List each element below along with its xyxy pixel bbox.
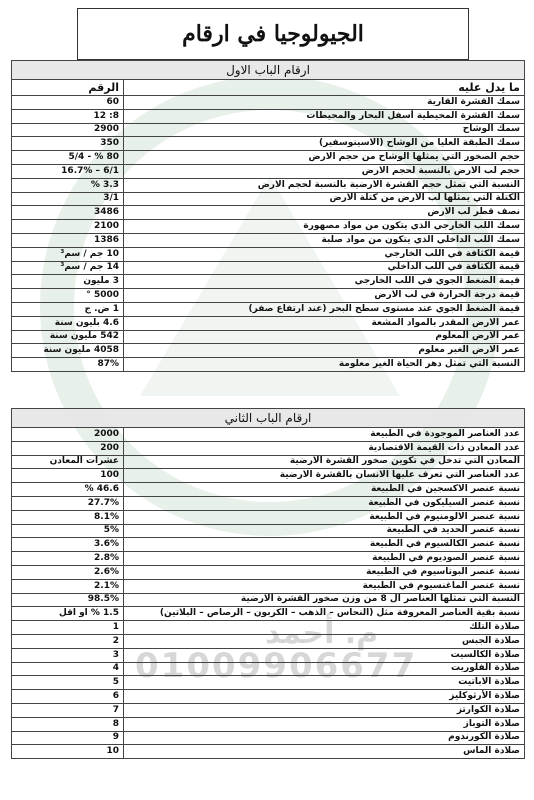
column-header-desc: ما يدل عليه bbox=[124, 80, 525, 96]
table-row bbox=[12, 330, 525, 344]
table-row bbox=[12, 745, 525, 759]
cell-value: 1 ض. ج bbox=[12, 302, 124, 316]
cell-desc: نصف قطر لب الارض bbox=[124, 206, 525, 220]
table-row bbox=[12, 428, 525, 442]
cell-desc: نسبة بقية العناصر المعروفة مثل (النحاس – الذهب – الكربون – الرصاص – البلاتين) bbox=[124, 607, 525, 621]
table-row bbox=[12, 565, 525, 579]
cell-desc: عدد المعادن ذات القيمة الاقتصادية bbox=[124, 441, 525, 455]
cell-value: 3/1 bbox=[12, 192, 124, 206]
cell-value: 3 مليون bbox=[12, 275, 124, 289]
cell-value: 1.5 % او اقل bbox=[12, 607, 124, 621]
watermark-name: م. أحمد bbox=[265, 616, 379, 651]
cell-desc: سمك الوشاح bbox=[124, 123, 525, 137]
table-row bbox=[12, 316, 525, 330]
cell-value: 3.6% bbox=[12, 538, 124, 552]
cell-value: 14 جم / سم³ bbox=[12, 261, 124, 275]
table-row bbox=[12, 662, 525, 676]
cell-desc: عمر الارض المعلوم bbox=[124, 330, 525, 344]
cell-desc: سمك اللب الداخلي الذي يتكون من مواد صلبة bbox=[124, 233, 525, 247]
table-row bbox=[12, 579, 525, 593]
cell-desc: الكتلة التي يمثلها لب الارض من كتلة الارض bbox=[124, 192, 525, 206]
cell-desc: عدد العناصر التي تعرف عليها الانسان بالقشرة الارضية bbox=[124, 469, 525, 483]
cell-value: 542 مليون سنة bbox=[12, 330, 124, 344]
section-heading: ارقام الباب الثاني bbox=[12, 409, 525, 428]
cell-value: 87% bbox=[12, 358, 124, 372]
cell-desc: نسبة عنصر الكالسيوم في الطبيعة bbox=[124, 538, 525, 552]
cell-value: 3 bbox=[12, 648, 124, 662]
cell-desc: نسبة عنصر الاكسجين في الطبيعة bbox=[124, 483, 525, 497]
cell-desc: النسبة التي تمثل دهر الحياة الغير معلومة bbox=[124, 358, 525, 372]
cell-desc: قيمة الكثافة في اللب الداخلي bbox=[124, 261, 525, 275]
cell-desc: النسبة التي تمثلها العناصر ال 8 من وزن صخور القشرة الارضية bbox=[124, 593, 525, 607]
cell-desc: عدد العناصر الموجودة في الطبيعة bbox=[124, 428, 525, 442]
section-heading-row bbox=[12, 409, 525, 428]
cell-value: 2900 bbox=[12, 123, 124, 137]
cell-desc: سمك الطبقة العليا من الوشاح (الاسينوسفير) bbox=[124, 137, 525, 151]
cell-desc: سمك القشرة المحيطية أسفل البحار والمحيطات bbox=[124, 109, 525, 123]
column-header-value: الرقم bbox=[12, 80, 124, 96]
table-row bbox=[12, 621, 525, 635]
cell-desc: حجم الصخور التي يمثلها الوشاح من حجم الارض bbox=[124, 151, 525, 165]
page-title: الجيولوجيا في ارقام bbox=[182, 21, 364, 47]
cell-desc: قيمة الكثافة في اللب الخارجي bbox=[124, 247, 525, 261]
table-row bbox=[12, 510, 525, 524]
table-row bbox=[12, 302, 525, 316]
cell-desc: نسبة عنصر السيليكون في الطبيعة bbox=[124, 496, 525, 510]
cell-value: 10 bbox=[12, 745, 124, 759]
cell-value: 5% bbox=[12, 524, 124, 538]
cell-value: 4 bbox=[12, 662, 124, 676]
table-row bbox=[12, 483, 525, 497]
cell-desc: عمر الارض الغير معلوم bbox=[124, 344, 525, 358]
watermark-phone: 01009906677 bbox=[135, 646, 418, 686]
cell-value: 350 bbox=[12, 137, 124, 151]
cell-value: 3.3 % bbox=[12, 178, 124, 192]
cell-value: 2100 bbox=[12, 220, 124, 234]
table-row bbox=[12, 358, 525, 372]
cell-value: 60 bbox=[12, 96, 124, 110]
table-row bbox=[12, 178, 525, 192]
cell-value: 6 bbox=[12, 690, 124, 704]
table-row bbox=[12, 717, 525, 731]
table-row bbox=[12, 289, 525, 303]
cell-desc: صلادة الكالسيت bbox=[124, 648, 525, 662]
table-row bbox=[12, 275, 525, 289]
cell-value: 1 bbox=[12, 621, 124, 635]
cell-desc: صلادة التلك bbox=[124, 621, 525, 635]
cell-desc: حجم لب الارض بالنسبة لحجم الارض bbox=[124, 164, 525, 178]
table-section-2 bbox=[11, 408, 525, 759]
table-row bbox=[12, 593, 525, 607]
page bbox=[5, 6, 529, 794]
cell-value: 4.6 بليون سنة bbox=[12, 316, 124, 330]
cell-value: 98.5% bbox=[12, 593, 124, 607]
cell-desc: صلادة الاباتيت bbox=[124, 676, 525, 690]
cell-value: 10 جم / سم³ bbox=[12, 247, 124, 261]
cell-value: 100 bbox=[12, 469, 124, 483]
cell-desc: نسبة عنصر الالومنيوم في الطبيعة bbox=[124, 510, 525, 524]
cell-value: 46.6 % bbox=[12, 483, 124, 497]
table-section-1 bbox=[11, 60, 525, 372]
table-row bbox=[12, 607, 525, 621]
cell-desc: قيمة الضغط الجوي في اللب الخارجي bbox=[124, 275, 525, 289]
cell-desc: نسبة عنصر البوتاسيوم في الطبيعة bbox=[124, 565, 525, 579]
table-row bbox=[12, 441, 525, 455]
table-row bbox=[12, 96, 525, 110]
cell-value: 2.6% bbox=[12, 565, 124, 579]
cell-value: 5000 ° bbox=[12, 289, 124, 303]
cell-desc: صلادة الأرثوكليز bbox=[124, 690, 525, 704]
table-row bbox=[12, 703, 525, 717]
table-row bbox=[12, 233, 525, 247]
cell-desc: صلادة الكوارتز bbox=[124, 703, 525, 717]
cell-desc: نسبة عنصر الحديد في الطبيعة bbox=[124, 524, 525, 538]
table-row bbox=[12, 151, 525, 165]
table-row bbox=[12, 524, 525, 538]
table-row bbox=[12, 552, 525, 566]
cell-value: 9 bbox=[12, 731, 124, 745]
cell-value: 8: 12 bbox=[12, 109, 124, 123]
cell-value: 8.1% bbox=[12, 510, 124, 524]
cell-desc: النسبة التي تمثل حجم القشرة الارضية بالنسبة لحجم الارض bbox=[124, 178, 525, 192]
cell-desc: صلادة الماس bbox=[124, 745, 525, 759]
cell-desc: نسبة عنصر الصوديوم في الطبيعة bbox=[124, 552, 525, 566]
section-heading-row bbox=[12, 61, 525, 80]
table-row bbox=[12, 247, 525, 261]
cell-value: 6/1 – 16.7% bbox=[12, 164, 124, 178]
cell-value: عشرات المعادن bbox=[12, 455, 124, 469]
cell-value: 80 % - 5/4 bbox=[12, 151, 124, 165]
table-row bbox=[12, 648, 525, 662]
cell-value: 200 bbox=[12, 441, 124, 455]
cell-desc: نسبة عنصر الماغنسيوم في الطبيعة bbox=[124, 579, 525, 593]
table-row bbox=[12, 731, 525, 745]
table-row bbox=[12, 109, 525, 123]
header-row bbox=[12, 80, 525, 96]
table-row bbox=[12, 455, 525, 469]
table-row bbox=[12, 206, 525, 220]
cell-desc: صلادة التوباز bbox=[124, 717, 525, 731]
cell-desc: سمك القشرة القارية bbox=[124, 96, 525, 110]
table-row bbox=[12, 261, 525, 275]
cell-desc: عمر الارض المقدر بالمواد المشعة bbox=[124, 316, 525, 330]
cell-value: 2.1% bbox=[12, 579, 124, 593]
cell-value: 1386 bbox=[12, 233, 124, 247]
table-row bbox=[12, 676, 525, 690]
table-row bbox=[12, 690, 525, 704]
cell-value: 5 bbox=[12, 676, 124, 690]
cell-desc: المعادن التي تدخل في تكوين صخور القشرة الارضية bbox=[124, 455, 525, 469]
cell-value: 2.8% bbox=[12, 552, 124, 566]
cell-value: 27.7% bbox=[12, 496, 124, 510]
cell-desc: صلادة الفلوريت bbox=[124, 662, 525, 676]
cell-desc: قيمة درجة الحرارة في لب الارض bbox=[124, 289, 525, 303]
table-row bbox=[12, 123, 525, 137]
cell-desc: صلادة الجبس bbox=[124, 634, 525, 648]
cell-value: 2 bbox=[12, 634, 124, 648]
table-row bbox=[12, 538, 525, 552]
table-row bbox=[12, 496, 525, 510]
cell-desc: قيمة الضغط الجوي عند مستوى سطح البحر (عند ارتفاع صفر) bbox=[124, 302, 525, 316]
table-row bbox=[12, 344, 525, 358]
table-row bbox=[12, 137, 525, 151]
cell-value: 2000 bbox=[12, 428, 124, 442]
cell-desc: صلادة الكورندوم bbox=[124, 731, 525, 745]
cell-value: 7 bbox=[12, 703, 124, 717]
cell-value: 4058 مليون سنة bbox=[12, 344, 124, 358]
cell-desc: سمك اللب الخارجي الذي يتكون من مواد مصهورة bbox=[124, 220, 525, 234]
table-row bbox=[12, 220, 525, 234]
cell-value: 8 bbox=[12, 717, 124, 731]
table-row bbox=[12, 192, 525, 206]
table-row bbox=[12, 634, 525, 648]
cell-value: 3486 bbox=[12, 206, 124, 220]
table-row bbox=[12, 469, 525, 483]
table-row bbox=[12, 164, 525, 178]
title-box bbox=[77, 8, 469, 60]
section-heading: ارقام الباب الاول bbox=[12, 61, 525, 80]
